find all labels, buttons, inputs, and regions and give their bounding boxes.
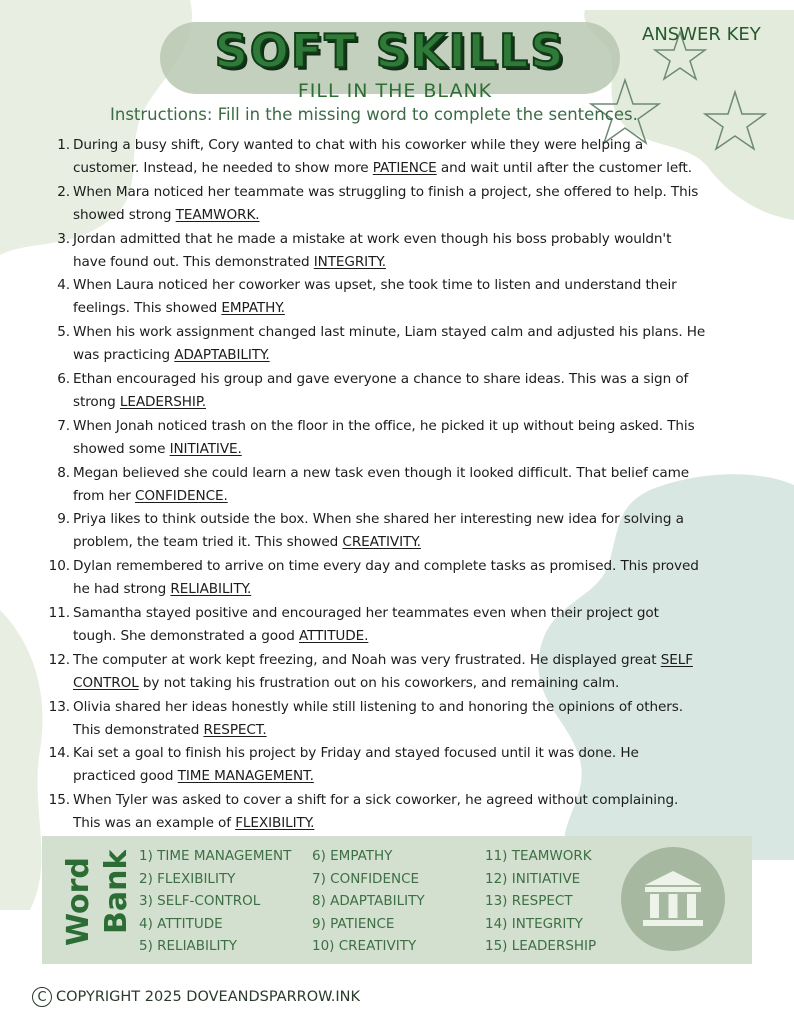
question-text: by not taking his frustration out on his coworkers, and remaining calm. (138, 674, 620, 691)
question-text: When his work assignment changed last minute, Liam stayed calm and adjusted his plans. He (73, 324, 706, 341)
word-bank (42, 836, 752, 964)
answer-text: CREATIVITY. (342, 534, 421, 551)
word-bank-item: 15) LEADERSHIP (485, 938, 597, 954)
question-text: problem, the team tried it. This showed (73, 534, 343, 551)
question-text: Dylan remembered to arrive on time every day and complete tasks as promised. This proved (73, 558, 699, 575)
question-number: 15. (48, 792, 70, 809)
question-text: When Jonah noticed trash on the floor in the office, he picked it up without being asked. This (73, 417, 695, 434)
question-item (50, 602, 750, 649)
answer-text: CONTROL (73, 674, 139, 691)
question-text: customer. Instead, he needed to show more (73, 160, 373, 176)
question-text: Olivia shared her ideas honestly while still listening to and honoring the opinions of others. (73, 698, 683, 715)
question-number: 2. (57, 183, 70, 200)
question-text: During a busy shift, Cory wanted to chat with his coworker while they were helping a (73, 137, 644, 153)
bank-building-icon (621, 847, 725, 951)
word-bank-item: 11) TEAMWORK (485, 848, 592, 864)
word-bank-item: 14) INTEGRITY (485, 915, 583, 932)
word-bank-item: 12) INITIATIVE (485, 870, 581, 887)
answer-text: INTEGRITY. (313, 253, 386, 270)
question-text: When Mara noticed her teammate was struggling to finish a project, she offered to help. This (73, 183, 699, 200)
question-item (50, 321, 750, 368)
question-text: When Tyler was asked to cover a shift for a sick coworker, he agreed without complaining. (73, 792, 679, 809)
question-text: tough. She demonstrated a good (73, 627, 299, 644)
question-item (50, 696, 750, 743)
word-bank-column-1 (139, 845, 291, 958)
question-item (50, 181, 750, 228)
question-text: Kai set a goal to finish his project by Friday and stayed focused until it was done. He (73, 745, 639, 762)
word-bank-item: 5) RELIABILITY (139, 938, 238, 954)
question-text: Ethan encouraged his group and gave everyone a chance to share ideas. This was a sign of (73, 370, 689, 387)
word-bank-title-line2: Bank (99, 850, 134, 934)
question-text: practiced good (73, 768, 178, 785)
question-number: 1. (57, 137, 70, 153)
question-text: have found out. This demonstrated (73, 253, 314, 270)
question-number: 14. (48, 745, 70, 762)
answer-text: ADAPTABILITY. (174, 347, 270, 364)
page-title: SOFT SKILLS (214, 24, 566, 78)
question-text: showed strong (73, 206, 176, 223)
question-item (50, 789, 750, 836)
answer-text: EMPATHY. (221, 300, 285, 317)
question-text: When Laura noticed her coworker was upset, she took time to listen and understand their (73, 277, 677, 294)
question-text: Priya likes to think outside the box. When she shared her interesting new idea for solving a (73, 511, 684, 528)
question-item (50, 462, 750, 509)
question-item (50, 415, 750, 462)
copyright-icon: C (32, 987, 52, 1007)
question-text: Samantha stayed positive and encouraged her teammates even when their project got (73, 604, 659, 621)
question-item (50, 742, 750, 789)
answer-text: INITIATIVE. (169, 440, 242, 457)
question-item (50, 555, 750, 602)
question-text: and wait until after the customer left. (436, 160, 692, 176)
word-bank-item: 8) ADAPTABILITY (312, 893, 425, 909)
word-bank-item: 7) CONFIDENCE (312, 870, 420, 887)
question-text: was practicing (73, 347, 175, 364)
question-number: 5. (57, 324, 70, 341)
word-bank-item: 1) TIME MANAGEMENT (139, 848, 292, 864)
question-number: 13. (48, 698, 70, 715)
question-item (50, 274, 750, 321)
question-number: 10. (48, 558, 70, 575)
word-bank-item: 9) PATIENCE (312, 915, 395, 932)
question-item (50, 368, 750, 415)
answer-text: SELF (660, 651, 693, 668)
answer-key-label: ANSWER KEY (642, 24, 761, 45)
question-number: 9. (57, 511, 70, 528)
question-number: 12. (48, 651, 70, 668)
answer-text: RESPECT. (203, 721, 267, 738)
question-text: showed some (73, 440, 170, 457)
question-text: Megan believed she could learn a new task even though it looked difficult. That belief came (73, 464, 690, 481)
question-number: 4. (57, 277, 70, 294)
question-item (50, 228, 750, 275)
question-text: This was an example of (73, 815, 236, 832)
question-number: 11. (48, 604, 70, 621)
question-text: The computer at work kept freezing, and Noah was very frustrated. He displayed great (73, 651, 661, 668)
answer-text: TIME MANAGEMENT. (177, 768, 314, 785)
question-list (50, 134, 750, 836)
word-bank-item: 13) RESPECT (485, 893, 573, 909)
word-bank-column-2 (312, 845, 425, 958)
instructions: Instructions: Fill in the missing word to complete the sentences. (110, 105, 638, 124)
question-item (50, 649, 750, 696)
word-bank-item: 4) ATTITUDE (139, 915, 223, 932)
question-text: Jordan admitted that he made a mistake at work even though his boss probably wouldn't (73, 230, 672, 247)
word-bank-item: 2) FLEXIBILITY (139, 870, 236, 887)
question-item (50, 134, 750, 181)
question-number: 8. (57, 464, 70, 481)
answer-text: CONFIDENCE. (134, 487, 228, 504)
question-number: 7. (57, 417, 70, 434)
question-number: 6. (57, 370, 70, 387)
copyright-footer (32, 987, 360, 1007)
word-bank-item: 10) CREATIVITY (312, 938, 417, 954)
word-bank-column-3 (485, 845, 596, 958)
answer-text: FLEXIBILITY. (235, 815, 315, 832)
answer-text: ATTITUDE. (298, 627, 369, 644)
word-bank-item: 6) EMPATHY (312, 848, 393, 864)
page-subtitle: FILL IN THE BLANK (297, 80, 493, 102)
question-text: This demonstrated (73, 721, 204, 738)
word-bank-title-line1: Word (61, 857, 96, 946)
question-text: feelings. This showed (73, 300, 222, 317)
word-bank-title (52, 850, 136, 950)
question-number: 3. (57, 230, 70, 247)
word-bank-item: 3) SELF-CONTROL (139, 893, 261, 909)
question-text: strong (73, 393, 120, 410)
answer-text: LEADERSHIP. (119, 393, 207, 410)
question-text: from her (73, 487, 135, 504)
answer-text: PATIENCE (372, 160, 437, 176)
question-text: he had strong (73, 581, 171, 598)
answer-text: RELIABILITY. (170, 581, 252, 598)
answer-text: TEAMWORK. (175, 206, 260, 223)
copyright-text: COPYRIGHT 2025 DOVEANDSPARROW.INK (56, 989, 361, 1005)
question-item (50, 508, 750, 555)
